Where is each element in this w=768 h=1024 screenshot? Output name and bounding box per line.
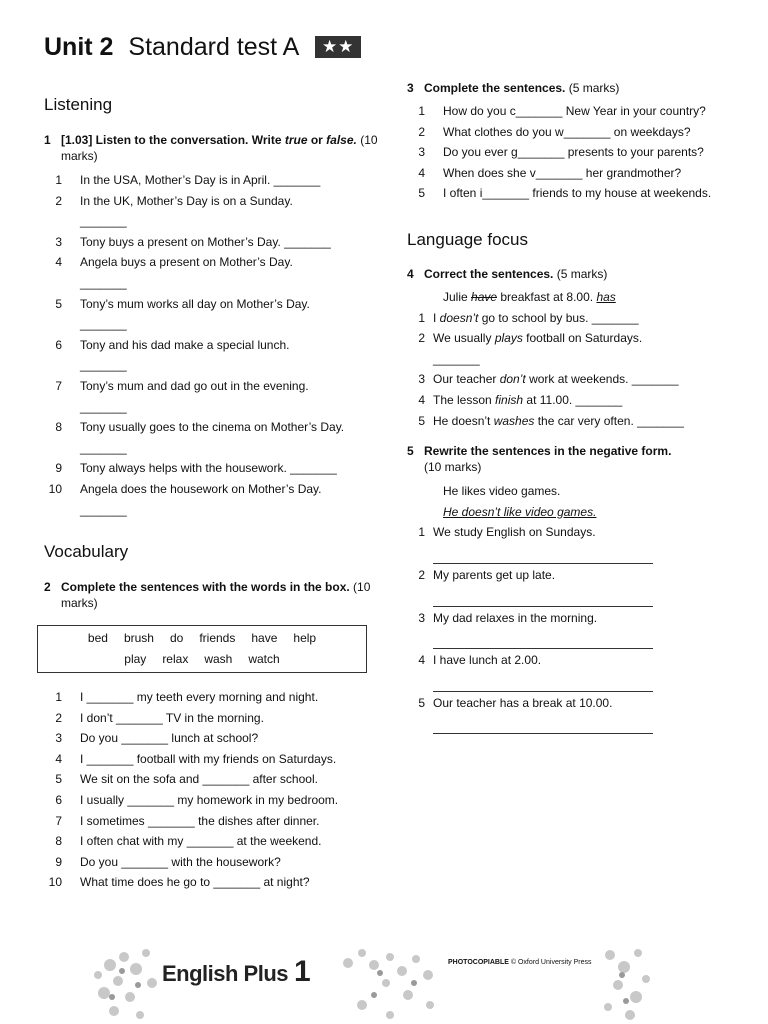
word-box-word: brush xyxy=(123,631,154,646)
question-number: 5 xyxy=(418,413,425,428)
error-word: plays xyxy=(494,331,523,346)
example-answer: has xyxy=(596,289,616,304)
question-text: In the UK, Mother’s Day is on a Sunday. xyxy=(80,193,293,208)
question-number: 3 xyxy=(418,145,425,160)
question-text: Tony and his dad make a special lunch. xyxy=(80,337,290,352)
question-number: 7 xyxy=(55,378,62,393)
question-number: 1 xyxy=(55,173,62,187)
question-number: 3 xyxy=(418,610,425,625)
question-text: I usually _______ my homework in my bedroom. xyxy=(80,793,339,808)
word-box-word: relax xyxy=(162,652,189,667)
question-text: Tony usually goes to the cinema on Mother’s Day. _______ xyxy=(80,420,345,455)
question-text: We study English on Sundays. xyxy=(433,525,596,540)
question-item: 1 I doesn’t go to school by bus. _______ xyxy=(407,308,737,329)
question-item xyxy=(44,294,379,335)
language-focus-heading: Language focus xyxy=(407,229,528,249)
question-item xyxy=(44,687,379,708)
exercise-1-items xyxy=(44,170,379,520)
marks: (5 marks) xyxy=(553,266,608,281)
example-wrong-word: have xyxy=(471,289,498,304)
question-item xyxy=(407,163,737,184)
marks: (10 marks) xyxy=(61,133,378,163)
word-box-word: have xyxy=(251,631,278,646)
word-box-word: bed xyxy=(87,631,108,646)
question-number: 4 xyxy=(418,653,425,668)
exercise-number: 1 xyxy=(44,133,51,147)
question-number: 10 xyxy=(48,481,62,496)
question-text: Tony buys a present on Mother’s Day. _______ xyxy=(80,234,331,249)
instruction-true: true xyxy=(284,133,308,147)
question-number: 3 xyxy=(418,372,425,387)
word-box-word: wash xyxy=(204,652,233,667)
question-text: What time does he go to _______ at night? xyxy=(80,875,310,890)
right-column xyxy=(407,80,737,735)
question-number: 9 xyxy=(55,461,62,476)
exercise-5-example-answer: He doesn’t like video games. xyxy=(443,504,597,519)
question-item xyxy=(407,183,737,204)
answer-line[interactable] xyxy=(433,628,653,649)
question-item xyxy=(407,693,737,735)
question-number: 1 xyxy=(418,310,425,325)
difficulty-stars: ★★ xyxy=(315,36,361,58)
word-box xyxy=(37,625,367,673)
copyright-notice xyxy=(448,959,592,966)
exercise-number: 3 xyxy=(407,81,414,95)
question-text: I _______ football with my friends on Saturdays. xyxy=(80,751,337,766)
question-item xyxy=(44,790,379,811)
question-number: 4 xyxy=(418,165,425,180)
question-text: Do you _______ with the housework? xyxy=(80,854,281,869)
instruction-text: [1.03] Listen to the conversation. Write xyxy=(61,133,285,147)
instruction-text: Correct the sentences. xyxy=(424,266,554,281)
answer-blank[interactable]: _______ xyxy=(80,275,127,290)
error-word: doesn’t xyxy=(439,310,479,325)
exercise-3-instructions xyxy=(407,80,737,96)
word-box-word: friends xyxy=(199,631,236,646)
instruction-or: or xyxy=(307,133,327,147)
question-item xyxy=(44,252,379,293)
question-number: 5 xyxy=(55,772,62,787)
exercise-number: 2 xyxy=(44,580,51,595)
question-item xyxy=(44,769,379,790)
error-word: washes xyxy=(493,413,535,428)
question-number: 2 xyxy=(418,331,425,346)
question-text: We sit on the sofa and _______ after school. xyxy=(80,772,318,787)
page-title xyxy=(44,33,361,62)
question-number: 9 xyxy=(55,854,62,869)
answer-blank[interactable]: _______ xyxy=(433,351,480,366)
question-number: 5 xyxy=(418,186,425,201)
exercise-5-example-question: He likes video games. xyxy=(443,484,561,499)
exercise-2-items xyxy=(44,687,379,893)
question-item xyxy=(44,191,379,232)
question-number: 2 xyxy=(418,567,425,582)
instruction-text: Rewrite the sentences in the negative form. xyxy=(424,444,672,459)
exercise-number: 5 xyxy=(407,444,414,459)
question-number: 4 xyxy=(55,255,62,270)
question-item xyxy=(407,101,737,122)
question-number: 1 xyxy=(55,690,62,705)
question-number: 5 xyxy=(418,695,425,710)
question-text: In the USA, Mother’s Day is in April. _______ xyxy=(80,173,321,187)
marks: (10 marks) xyxy=(424,460,482,475)
question-item xyxy=(44,335,379,376)
marks: (10 marks) xyxy=(61,580,371,611)
word-box-word: play xyxy=(124,652,147,667)
question-item xyxy=(407,122,737,143)
question-item xyxy=(407,565,737,607)
word-box-word: do xyxy=(169,631,184,646)
question-text: My dad relaxes in the morning. xyxy=(433,610,598,625)
question-text: I often i_______ friends to my house at weekends. xyxy=(443,186,712,201)
question-item xyxy=(44,376,379,417)
question-number: 10 xyxy=(48,875,62,890)
question-item xyxy=(44,417,379,458)
question-item xyxy=(407,522,737,564)
answer-blank[interactable]: _______ xyxy=(80,317,127,332)
left-column xyxy=(44,95,379,893)
question-number: 7 xyxy=(55,813,62,828)
exercise-5-instructions xyxy=(407,443,737,475)
exercise-4-instructions xyxy=(407,266,737,282)
question-number: 4 xyxy=(418,392,425,407)
question-item: 2 We usually plays football on Saturdays. _______ xyxy=(407,328,737,369)
answer-line[interactable] xyxy=(433,543,653,564)
question-text: I often chat with my _______ at the weekend. xyxy=(80,834,322,849)
question-text: Tony’s mum works all day on Mother’s Day. xyxy=(80,296,310,311)
answer-line[interactable] xyxy=(433,671,653,692)
exercise-5-items xyxy=(407,522,737,734)
english-plus-logo: English Plus 1 xyxy=(162,955,311,988)
unit-label: Unit 2 xyxy=(44,33,114,61)
question-item xyxy=(44,872,379,893)
question-number: 6 xyxy=(55,337,62,352)
exercise-3-items xyxy=(407,101,737,204)
photocopiable-label: PHOTOCOPIABLE xyxy=(448,959,509,966)
question-item xyxy=(44,811,379,832)
listening-heading: Listening xyxy=(44,95,113,114)
question-item xyxy=(44,479,379,520)
exercise-1-instructions xyxy=(44,132,379,164)
question-text: Tony always helps with the housework. _______ xyxy=(80,461,337,476)
question-number: 1 xyxy=(418,525,425,540)
question-item xyxy=(44,458,379,479)
question-text: Tony’s mum and dad go out in the evening. xyxy=(80,378,309,393)
answer-blank[interactable]: _______ xyxy=(80,358,127,373)
word-row xyxy=(38,628,366,649)
question-number: 8 xyxy=(55,834,62,849)
question-number: 3 xyxy=(55,731,62,746)
question-item xyxy=(44,708,379,729)
question-number: 2 xyxy=(55,710,62,725)
question-item: 3 Our teacher don’t work at weekends. _______ xyxy=(407,369,737,390)
instruction-false: false. xyxy=(326,133,357,147)
exercise-4-example: Julie have breakfast at 8.00. has xyxy=(443,289,616,304)
copyright-text: © Oxford University Press xyxy=(508,959,592,966)
question-number: 6 xyxy=(55,793,62,808)
answer-line[interactable] xyxy=(433,713,653,734)
question-text: I _______ my teeth every morning and night. xyxy=(80,690,319,705)
question-number: 5 xyxy=(55,296,62,311)
question-text: I have lunch at 2.00. xyxy=(433,653,542,668)
question-text: What clothes do you w_______ on weekdays? xyxy=(443,124,691,139)
footer xyxy=(90,935,670,1024)
answer-blank[interactable]: _______ xyxy=(80,502,127,517)
question-text: Do you _______ lunch at school? xyxy=(80,731,259,746)
word-box-word: watch xyxy=(248,652,280,667)
question-item xyxy=(44,170,379,191)
instruction-text: Complete the sentences. xyxy=(424,81,566,95)
question-item xyxy=(407,608,737,650)
question-number: 1 xyxy=(418,104,425,118)
question-item: 5 He doesn’t washes the car very often. _______ xyxy=(407,411,737,432)
question-item xyxy=(44,749,379,770)
question-text: I don’t _______ TV in the morning. xyxy=(80,710,264,725)
exercise-number: 4 xyxy=(407,266,414,281)
vocabulary-heading: Vocabulary xyxy=(44,542,129,562)
question-item xyxy=(407,650,737,692)
question-number: 2 xyxy=(55,193,62,208)
answer-line[interactable] xyxy=(433,586,653,607)
error-word: finish xyxy=(495,392,524,407)
instruction-text: Complete the sentences with the words in the box. xyxy=(61,580,350,595)
exercise-4-items xyxy=(407,308,737,432)
marks: (5 marks) xyxy=(565,81,620,95)
question-item xyxy=(44,232,379,253)
question-number: 8 xyxy=(55,420,62,435)
question-number: 2 xyxy=(418,124,425,139)
word-row xyxy=(38,649,366,670)
word-box-word: help xyxy=(293,631,317,646)
question-number: 4 xyxy=(55,751,62,766)
question-item xyxy=(407,142,737,163)
question-text: Our teacher has a break at 10.00. xyxy=(433,695,613,710)
question-item: 4 The lesson finish at 11.00. _______ xyxy=(407,390,737,411)
question-text: How do you c_______ New Year in your country? xyxy=(443,104,706,118)
question-text: I sometimes _______ the dishes after dinner. xyxy=(80,813,320,828)
question-number: 3 xyxy=(55,234,62,249)
question-text: Angela buys a present on Mother’s Day. xyxy=(80,255,293,270)
test-title: Standard test A xyxy=(128,33,298,61)
exercise-2-instructions xyxy=(44,579,379,611)
answer-blank[interactable]: _______ xyxy=(80,399,127,414)
question-item xyxy=(44,852,379,873)
question-item xyxy=(44,831,379,852)
question-text: Angela does the housework on Mother’s Day. xyxy=(80,481,322,496)
question-text: When does she v_______ her grandmother? xyxy=(443,165,682,180)
question-text: My parents get up late. xyxy=(433,567,556,582)
question-item xyxy=(44,728,379,749)
error-word: don’t xyxy=(499,372,526,387)
answer-blank[interactable]: _______ xyxy=(80,214,127,229)
question-text: Do you ever g_______ presents to your parents? xyxy=(443,145,704,160)
